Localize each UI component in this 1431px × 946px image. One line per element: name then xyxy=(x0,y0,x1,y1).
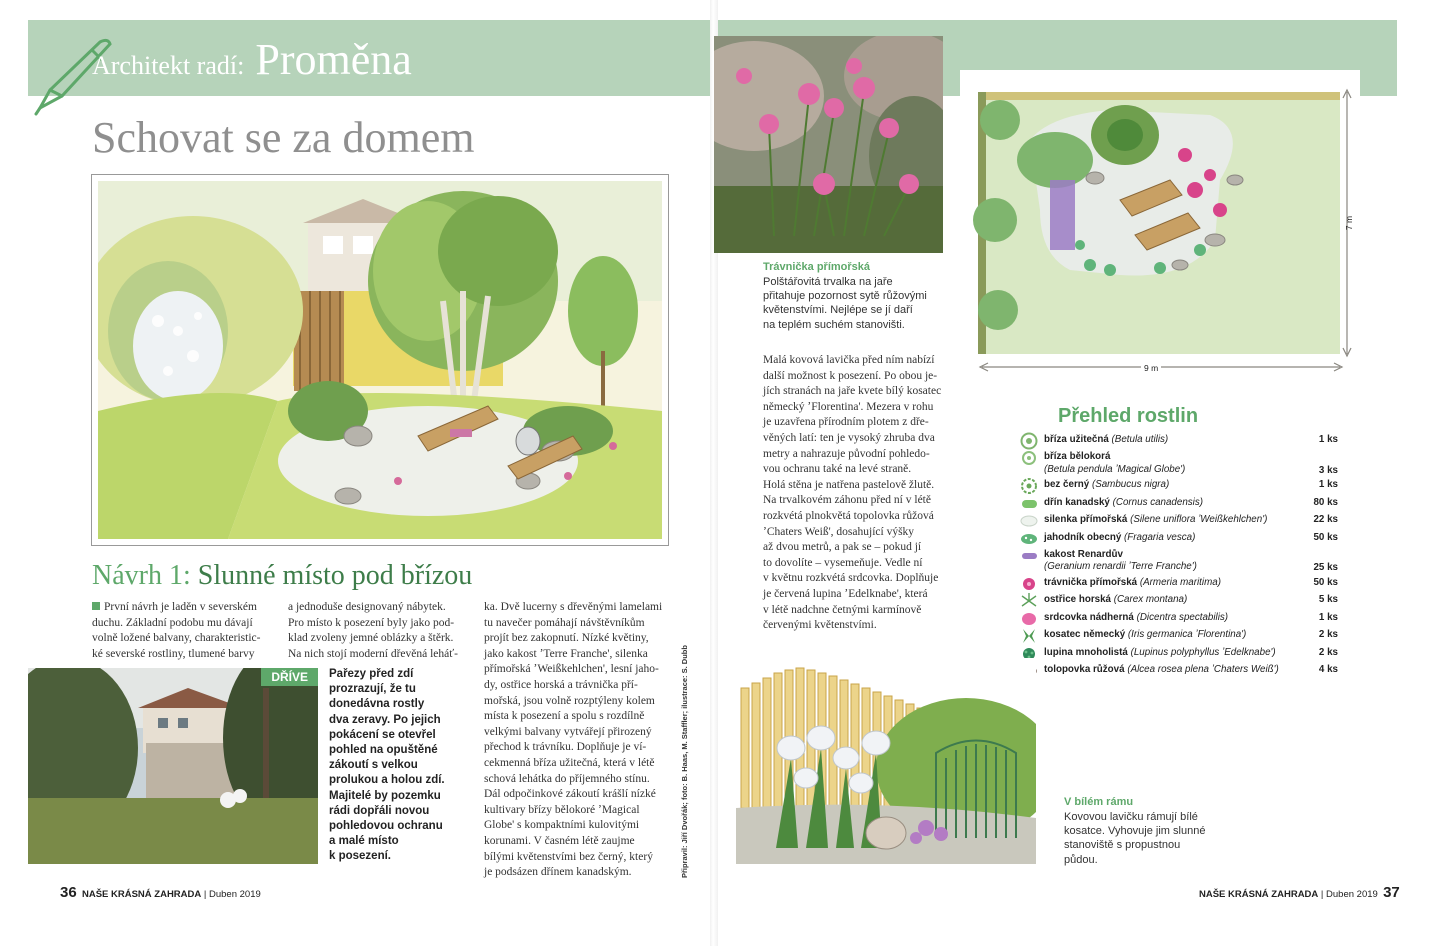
plant-common-name: tolopovka růžová xyxy=(1044,663,1125,675)
caption-line: pohled na opuštěné xyxy=(329,744,438,757)
plant-common-name: lupina mnoholistá xyxy=(1044,646,1128,658)
frame-caption-line: stanoviště s propustnou xyxy=(1064,839,1181,852)
armeria-caption-line: Polštářovitá trvalka na jaře xyxy=(763,276,893,288)
plant-name xyxy=(1044,592,1298,607)
body-line: je červená lupina ʼEdelknabe', která xyxy=(763,587,928,600)
body-line: německý ʼFlorentina'. Mezera v rohu xyxy=(763,400,934,413)
body-line: vou ochranu také na levé straně. xyxy=(763,463,912,476)
plant-name xyxy=(1044,477,1298,492)
bullet-square-icon xyxy=(92,602,100,610)
plan-width-label: 9 m xyxy=(1141,363,1161,373)
col3-line: ka. Dvě lucerny s dřevěnými lamelami xyxy=(484,601,663,613)
iris-icon xyxy=(1016,627,1044,644)
plant-latin-name: (Sambucus nigra) xyxy=(1091,479,1170,491)
col3-line: velkými balvany vytvářejí přirozený xyxy=(484,725,652,738)
body-line: ʼChaters Weiß', dosahující výšky xyxy=(763,525,915,538)
col1-line: volně ložené balvany, charakteristic- xyxy=(92,632,261,645)
plant-quantity: 1 ks xyxy=(1318,479,1338,491)
plant-quantity: 4 ks xyxy=(1318,663,1338,675)
plant-latin-name: (Iris germanica ʼFlorentina') xyxy=(1127,629,1247,641)
plant-quantity: 3 ks xyxy=(1318,464,1338,476)
article-title: Schovat se za domem xyxy=(92,113,475,162)
page-number-left: 36 xyxy=(60,884,77,901)
plant-row xyxy=(1016,432,1338,449)
plant-list-title: Přehled rostlin xyxy=(1058,405,1199,427)
strawberry-icon xyxy=(1016,530,1044,547)
plant-latin-name: (Armeria maritima) xyxy=(1139,576,1221,588)
armeria-caption-line: květenstvími. Nejlépe se jí daří xyxy=(763,304,913,317)
magazine-name-right: NAŠE KRÁSNÁ ZAHRADA xyxy=(1199,889,1319,900)
plant-row xyxy=(1016,547,1338,575)
frame-caption-line: Kovovou lavičku rámují bílé xyxy=(1064,811,1198,823)
plant-common-name: srdcovka nádherná xyxy=(1044,611,1134,623)
plant-common-name: kosatec německý xyxy=(1044,629,1126,641)
plant-row xyxy=(1016,645,1338,662)
plant-latin-name: (Silene uniflora ʼWeißkehlchen') xyxy=(1130,514,1268,526)
plant-latin-name: (Fragaria vesca) xyxy=(1124,531,1196,543)
caption-line: a malé místo xyxy=(329,835,399,848)
caption-line: dva zeravy. Po jejich xyxy=(329,713,441,726)
plant-common-name: bříza užitečná xyxy=(1044,434,1109,445)
plant-name xyxy=(1044,512,1298,527)
plant-row xyxy=(1016,495,1338,512)
text-column-2 xyxy=(288,600,458,662)
pink-patch-icon xyxy=(1016,610,1044,627)
plant-latin-name: (Geranium renardii xyxy=(1044,561,1126,573)
armeria-caption-title: Trávnička přímořská xyxy=(763,261,871,273)
shrub-icon xyxy=(1016,477,1044,494)
footer-left: 36 NAŠE KRÁSNÁ ZAHRADA | Duben 2019 xyxy=(60,884,261,901)
col3-line: korunami. V časném létě zaujme xyxy=(484,834,635,847)
tree-icon xyxy=(1016,432,1044,449)
col3-line: je podsázen dřínem kanadským. xyxy=(484,866,632,879)
plant-common-name: trávnička přímořská xyxy=(1044,576,1138,588)
plant-row xyxy=(1016,627,1338,644)
col3-line: mořská, jsou volně rozptýleny kolem xyxy=(484,694,655,707)
plant-name xyxy=(1044,610,1298,625)
caption-line: rádi dopřáli novou xyxy=(329,804,430,817)
plant-quantity: 80 ks xyxy=(1313,496,1338,508)
body-line: v květnu rozkvétá srdcovka. Doplňuje xyxy=(763,572,939,585)
garden-plan-image xyxy=(960,70,1360,380)
body-line: jích stranách na jaře kvete bílý kosatec xyxy=(763,385,942,398)
right-body-text xyxy=(763,353,941,634)
plant-common-name: bez černý xyxy=(1044,479,1090,491)
col3-line: tu navečer pomáhají návštěvníkům xyxy=(484,616,645,629)
col1-line: První návrh je laděn v severském xyxy=(92,600,260,616)
col1-line: ké severské rostliny, tlumené barvy xyxy=(92,647,255,660)
col3-line: bílými květenstvími bez černý, který xyxy=(484,850,653,863)
magazine-name-left: NAŠE KRÁSNÁ ZAHRADA xyxy=(81,889,202,900)
proposal-heading xyxy=(92,560,472,592)
col3-line: schová lehátka do příjemného stínu. xyxy=(484,772,650,785)
plant-row xyxy=(1016,662,1338,679)
plant-quantity: 50 ks xyxy=(1313,531,1338,543)
col3-line: kultivary břízy bělokoré ʼMagical xyxy=(484,803,640,816)
frame-caption xyxy=(1064,810,1205,867)
body-line: to dovolíte – vysemeňuje. Vedle ní xyxy=(763,556,923,569)
plant-latin-name: (Dicentra spectabilis) xyxy=(1136,611,1229,623)
caption-line: Majitelé by pozemku xyxy=(329,789,441,802)
plant-list xyxy=(1016,432,1338,679)
body-line: je uzavřena přírodním plotem z dře- xyxy=(763,416,929,429)
col2-line: a jednoduše designovaný nábytek. xyxy=(288,601,446,613)
armeria-caption xyxy=(763,275,927,332)
garden-plan xyxy=(960,70,1360,380)
text-column-3 xyxy=(484,600,662,881)
plant-quantity: 2 ks xyxy=(1318,629,1338,641)
armeria-photo-image xyxy=(714,36,943,253)
plant-name xyxy=(1044,495,1298,510)
issue-right: Duben 2019 xyxy=(1326,889,1378,900)
body-line: rozkvétá plnokvětá topolovka růžová xyxy=(763,509,934,522)
body-line: Malá kovová lavička před ním nabízí xyxy=(763,354,935,366)
plant-common-name: dřín kanadský xyxy=(1044,496,1110,508)
col3-line: jako kakost ʼTerre Franche', silenka xyxy=(484,647,648,660)
armeria-caption-line: přitahuje pozornost sytě růžovými xyxy=(763,290,927,303)
plant-common-name: silenka přímořská xyxy=(1044,514,1128,526)
before-caption xyxy=(329,667,445,865)
pink-flower-icon xyxy=(1016,575,1044,592)
col3-line: projít bez zakopnutí. Nízké květiny, xyxy=(484,632,649,645)
plant-latin-name: (Cornus canadensis) xyxy=(1112,496,1204,508)
col3-line: Globe' s kompaktními kulovitými xyxy=(484,819,640,832)
plant-latin-name: (Betula pendula xyxy=(1044,463,1113,475)
text-column-1 xyxy=(92,600,260,662)
plant-name xyxy=(1044,627,1298,642)
caption-line: prozrazují, že tu xyxy=(329,683,416,696)
plant-name xyxy=(1044,645,1298,660)
armeria-caption-line: na teplém suchém stanovišti. xyxy=(763,318,905,331)
body-line: věných latí: ten je vysoký zhruba dva xyxy=(763,431,935,444)
iris-frame-image xyxy=(736,658,1036,864)
proposal-text: Slunné místo pod břízou xyxy=(197,560,473,591)
caption-line: k posezení. xyxy=(329,850,391,863)
plant-common-name: ostřice horská xyxy=(1044,594,1111,606)
body-line: Na trvalkovém záhonu před ní v létě xyxy=(763,494,931,507)
plant-quantity: 1 ks xyxy=(1318,611,1338,623)
armeria-photo xyxy=(714,36,943,253)
credit-text: Připravil: Jiří Dvořák; foto: B. Haas, M. Staffler; ilustrace: S. Dubb xyxy=(680,645,689,878)
purple-patch-icon xyxy=(1016,547,1044,564)
col3-line: přechod k trávníku. Doplňuje je ví- xyxy=(484,741,647,754)
plant-row xyxy=(1016,512,1338,529)
plant-name xyxy=(1044,449,1298,476)
plant-latin-name: (Lupinus polyphyllus ʼEdelknabe') xyxy=(1130,646,1276,658)
garden-illustration xyxy=(98,181,662,539)
white-patch-icon xyxy=(1016,512,1044,529)
col3-line: Dál odpočinkové zákoutí krášlí nízké xyxy=(484,788,656,801)
plant-name xyxy=(1044,575,1298,590)
plant-row xyxy=(1016,530,1338,547)
plant-name xyxy=(1044,530,1298,545)
frame-caption-line: půdou. xyxy=(1064,853,1098,866)
plant-latin-name: (Alcea rosea plena ʼChaters Weiß') xyxy=(1127,663,1279,675)
caption-line: prolukou a holou zdí. xyxy=(329,774,445,787)
footer-right: NAŠE KRÁSNÁ ZAHRADA | Duben 2019 37 xyxy=(1199,884,1400,901)
col2-line: Pro místo k posezení byly jako pod- xyxy=(288,616,455,629)
body-line: až dvou metrů, a pak se – pokud jí xyxy=(763,541,922,554)
page-number-right: 37 xyxy=(1383,884,1400,901)
col2-line: klad zvoleny jemné oblázky a štěrk. xyxy=(288,632,454,645)
small-tree-icon xyxy=(1016,449,1044,466)
caption-line: donedávna rostly xyxy=(329,698,425,711)
col1-line: duchu. Základní podobu mu dávají xyxy=(92,616,253,629)
plant-cultivar: ʼMagical Globe') xyxy=(1115,463,1186,475)
kicker-big: Proměna xyxy=(255,35,412,84)
section-kicker xyxy=(92,34,412,85)
plant-row xyxy=(1016,592,1338,609)
before-photo-image xyxy=(28,668,318,864)
plant-row xyxy=(1016,449,1338,477)
plant-quantity: 5 ks xyxy=(1318,594,1338,606)
body-line: Holá stěna je natřena pastelově žlutě. xyxy=(763,478,935,491)
photo-credit xyxy=(668,645,689,878)
plant-quantity: 2 ks xyxy=(1318,646,1338,658)
before-badge: DŘÍVE xyxy=(261,668,318,686)
before-photo xyxy=(28,668,318,864)
caption-line: pohledovou ochranu xyxy=(329,820,443,833)
plant-row xyxy=(1016,575,1338,592)
issue-left: Duben 2019 xyxy=(209,889,261,900)
plant-quantity: 25 ks xyxy=(1313,562,1338,574)
plant-quantity: 1 ks xyxy=(1318,434,1338,445)
frame-caption-line: kosatce. Vyhovuje jim slunné xyxy=(1064,825,1206,838)
col3-line: přímořská ʼWeißkehlchen', lesní jaho- xyxy=(484,663,659,676)
body-line: červenými květenstvími. xyxy=(763,619,877,632)
plant-common-name: kakost Renardův xyxy=(1044,548,1123,560)
plan-height-label: 7 m xyxy=(1344,215,1355,231)
col3-line: místa k posezení a spolu s rozdílně xyxy=(484,710,645,723)
plant-quantity: 22 ks xyxy=(1313,514,1338,526)
plant-name xyxy=(1044,432,1298,447)
plant-common-name: bříza bělokorá xyxy=(1044,451,1111,463)
body-line: v létě nadchne četnými karmínově xyxy=(763,603,922,616)
plant-name xyxy=(1044,547,1298,574)
proposal-label: Návrh 1: xyxy=(92,560,191,591)
plant-row xyxy=(1016,610,1338,627)
grass-icon xyxy=(1016,592,1044,609)
plant-latin-name: (Carex montana) xyxy=(1113,594,1188,606)
iris-frame-illustration xyxy=(736,658,1036,864)
plant-common-name: jahodník obecný xyxy=(1044,531,1122,543)
caption-line: zákoutí s velkou xyxy=(329,759,418,772)
caption-line: pokácení se otevřel xyxy=(329,728,436,741)
groundcover-icon xyxy=(1016,495,1044,512)
plant-quantity: 50 ks xyxy=(1313,576,1338,588)
plant-name xyxy=(1044,662,1298,677)
body-line: metry a nahrazuje původní pohledo- xyxy=(763,447,930,460)
plant-latin-name: (Betula utilis) xyxy=(1111,434,1169,445)
caption-line: Pařezy před zdí xyxy=(329,668,414,680)
plant-row xyxy=(1016,477,1338,494)
frame-caption-title: V bílém rámu xyxy=(1064,796,1134,808)
plant-cultivar: ʼTerre Franche') xyxy=(1128,561,1197,573)
kicker-small: Architekt radí: xyxy=(92,51,245,80)
body-line: další možnost k posezení. Po obou je- xyxy=(763,369,938,382)
col3-line: dy, ostřice horská a trávnička pří- xyxy=(484,678,638,691)
col3-line: cekmenná bříza užitečná, která v létě xyxy=(484,756,655,769)
col2-line: Na nich stojí moderní dřevěná leháť- xyxy=(288,647,459,660)
